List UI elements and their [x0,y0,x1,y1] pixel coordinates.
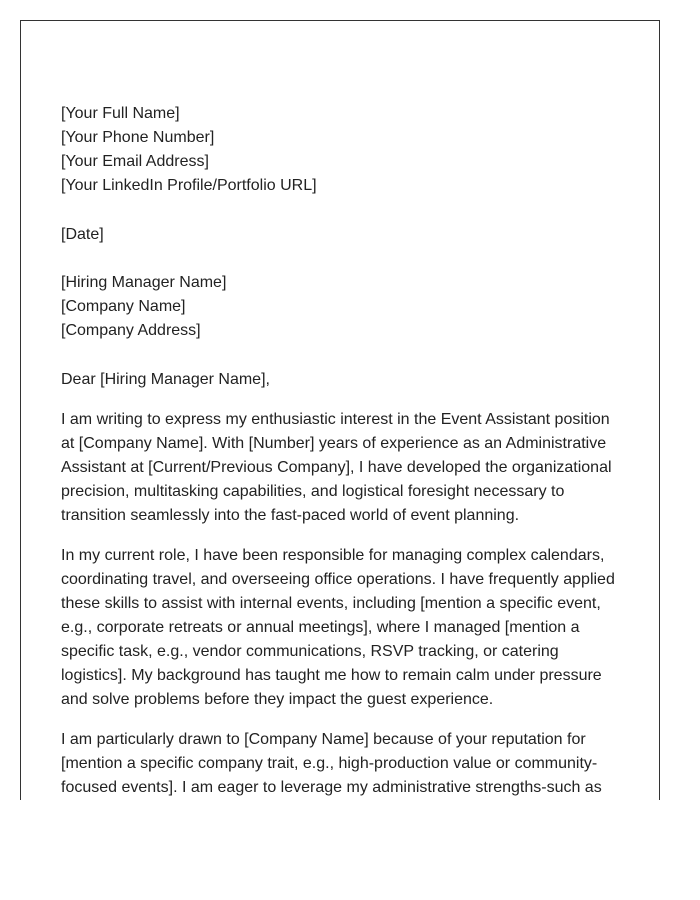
sender-block [61,102,631,198]
sender-name: [Your Full Name] [61,105,180,122]
recipient-manager: [Hiring Manager Name] [61,274,227,291]
recipient-block [61,271,631,343]
paragraph-intro [61,408,631,528]
paragraph-line: these skills to assist with internal events, including [mention a specific event, [61,595,601,612]
letter-date: [Date] [61,226,104,243]
paragraph-line: e.g., corporate retreats or annual meetings], where I managed [mention a [61,619,580,636]
letter-body [61,102,631,800]
paragraph-company-interest [61,728,631,800]
paragraph-line: I am particularly drawn to [Company Name] because of your reputation for [61,731,586,748]
recipient-company: [Company Name] [61,298,186,315]
sender-linkedin: [Your LinkedIn Profile/Portfolio URL] [61,177,317,194]
paragraph-line: logistics]. My background has taught me how to remain calm under pressure [61,667,602,684]
paragraph-line: In my current role, I have been responsible for managing complex calendars, [61,547,605,564]
paragraph-experience [61,544,631,712]
paragraph-line: [mention a specific company trait, e.g., high-production value or community- [61,755,598,772]
salutation-text: Dear [Hiring Manager Name], [61,371,270,388]
paragraph-line: at [Company Name]. With [Number] years of experience as an Administrative [61,435,607,452]
paragraph-line: I am writing to express my enthusiastic interest in the Event Assistant position [61,411,610,428]
paragraph-line: transition seamlessly into the fast-paced world of event planning. [61,507,520,524]
recipient-address: [Company Address] [61,322,201,339]
paragraph-line: and solve problems before they impact the guest experience. [61,691,494,708]
letter-page [20,20,660,800]
paragraph-line: focused events]. I am eager to leverage my administrative strengths-such as [61,779,602,796]
paragraph-line: specific task, e.g., vendor communications, RSVP tracking, or catering [61,643,559,660]
paragraph-line: Assistant at [Current/Previous Company], I have developed the organizational [61,459,612,476]
sender-email: [Your Email Address] [61,153,209,170]
paragraph-line: precision, multitasking capabilities, and logistical foresight necessary to [61,483,565,500]
date-block [61,223,631,247]
salutation [61,368,631,392]
paragraph-line: coordinating travel, and overseeing office operations. I have frequently applied [61,571,615,588]
sender-phone: [Your Phone Number] [61,129,215,146]
